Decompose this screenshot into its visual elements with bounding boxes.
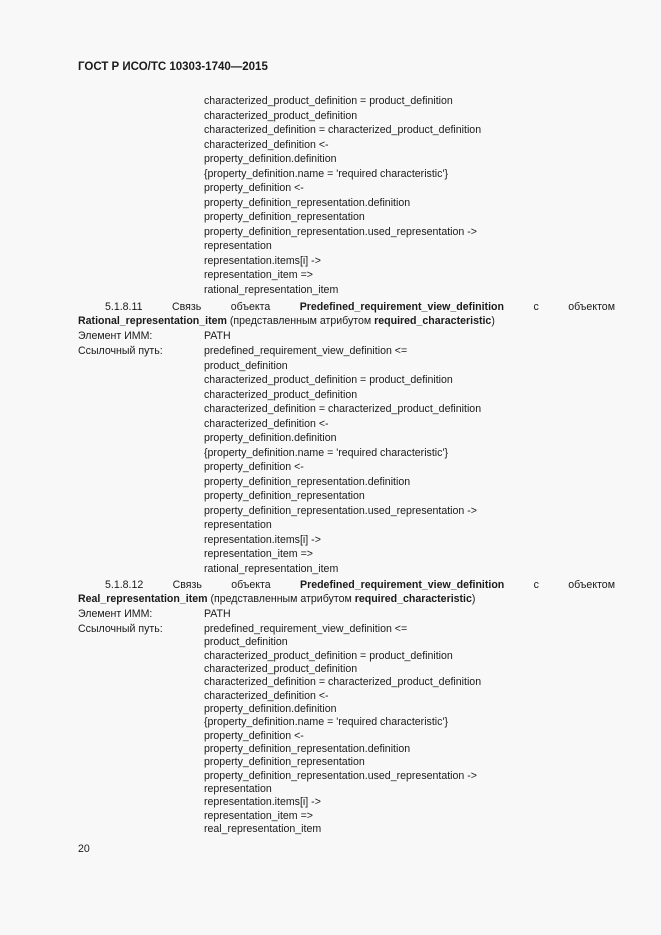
path-line: representation — [204, 519, 272, 531]
path-line: real_representation_item — [204, 823, 322, 836]
path-line: characterized_definition = characterized_product_definition — [204, 676, 482, 689]
path-block-continued — [204, 94, 481, 297]
element-label: Элемент ИММ: — [78, 608, 153, 620]
path-block-5-1-8-12 — [204, 623, 481, 837]
path-line: {property_definition.name = 'required characteristic'} — [204, 167, 449, 180]
path-line: product_definition — [204, 636, 288, 649]
element-value: PATH — [204, 608, 231, 620]
path-line: characterized_product_definition = product_definition — [204, 649, 453, 662]
path-line: characterized_definition <- — [204, 689, 329, 702]
path-line: representation.items[i] -> — [204, 254, 321, 267]
path-line: property_definition <- — [204, 461, 304, 473]
path-line: property_definition.definition — [204, 153, 337, 165]
path-line: property_definition <- — [204, 182, 304, 194]
path-line: property_definition_representation — [204, 211, 365, 223]
path-line: representation_item => — [204, 809, 313, 822]
path-line: property_definition_representation.definition — [204, 475, 411, 488]
section-5-1-8-11-heading: 5.1.8.11 Связь объекта Predefined_requirement_view_definition с объектом Rational_representation_item (представленным атрибутом required_characteristic) — [78, 301, 615, 328]
path-line: property_definition_representation.used_representation -> — [204, 769, 477, 782]
path-line: characterized_definition <- — [204, 417, 329, 430]
path-line: characterized_product_definition = product_definition — [204, 95, 453, 107]
path-line: representation_item => — [204, 269, 313, 281]
path-line: {property_definition.name = 'required characteristic'} — [204, 446, 449, 459]
path-label: Ссылочный путь: — [78, 623, 163, 635]
path-line: property_definition_representation.definition — [204, 196, 411, 209]
path-line: characterized_definition <- — [204, 138, 329, 151]
path-line: representation.items[i] -> — [204, 796, 321, 809]
path-line: predefined_requirement_view_definition <= — [204, 345, 408, 357]
section-5-1-8-12-heading: 5.1.8.12 Связь объекта Predefined_requirement_view_definition с объектом Real_representation_item (представленным атрибутом required_characteristic) — [78, 579, 615, 606]
path-line: characterized_product_definition — [204, 109, 358, 122]
path-line: property_definition.definition — [204, 703, 337, 716]
element-value: PATH — [204, 330, 231, 342]
path-line: product_definition — [204, 359, 288, 372]
path-line: rational_representation_item — [204, 562, 339, 575]
path-line: characterized_product_definition — [204, 388, 358, 401]
path-line: property_definition <- — [204, 729, 304, 742]
path-line: characterized_product_definition = product_definition — [204, 374, 453, 386]
path-block-5-1-8-11 — [204, 344, 481, 576]
path-line: property_definition_representation — [204, 756, 365, 769]
path-line: characterized_definition = characterized_product_definition — [204, 124, 482, 136]
document-header: ГОСТ Р ИСО/ТС 10303-1740—2015 — [78, 61, 268, 73]
path-line: property_definition_representation.definition — [204, 743, 411, 756]
path-line: property_definition_representation — [204, 490, 365, 502]
path-line: property_definition_representation.used_representation -> — [204, 504, 477, 517]
path-line: characterized_definition = characterized_product_definition — [204, 403, 482, 415]
path-line: characterized_product_definition — [204, 663, 358, 676]
path-line: representation — [204, 240, 272, 252]
path-line: predefined_requirement_view_definition <= — [204, 623, 408, 635]
path-line: property_definition_representation.used_representation -> — [204, 225, 477, 238]
path-label: Ссылочный путь: — [78, 345, 163, 357]
path-line: representation_item => — [204, 548, 313, 560]
path-line: rational_representation_item — [204, 283, 339, 296]
page-number: 20 — [78, 843, 90, 855]
path-line: representation.items[i] -> — [204, 533, 321, 546]
path-line: {property_definition.name = 'required characteristic'} — [204, 716, 449, 729]
element-label: Элемент ИММ: — [78, 330, 153, 342]
path-line: representation — [204, 783, 272, 796]
path-line: property_definition.definition — [204, 432, 337, 444]
